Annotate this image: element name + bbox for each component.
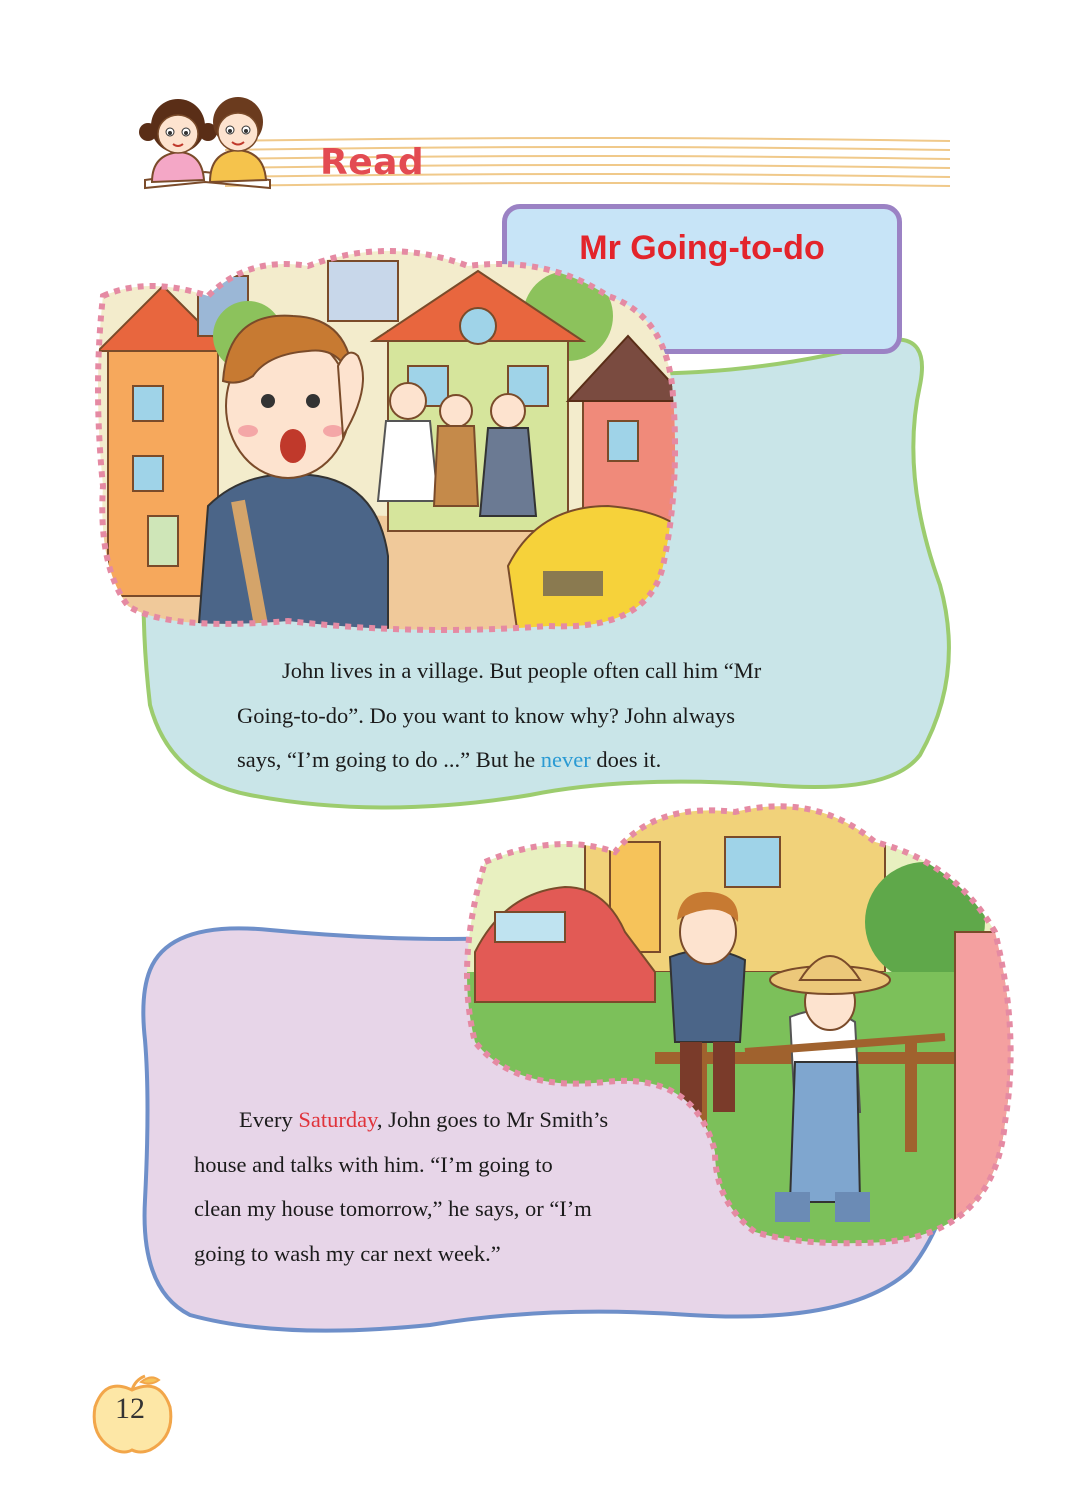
story-paragraph-2: [194, 1098, 714, 1276]
paragraph-1-line-2: Going-to-do”. Do you want to know why? John always: [237, 702, 736, 728]
paragraph-2-line-4: going to wash my car next week.”: [194, 1240, 501, 1266]
paragraph-2-line-3: clean my house tomorrow,” he says, or “I’m: [194, 1196, 592, 1221]
paragraph-2-line-1-text-b: , John goes to Mr Smith’s: [376, 1107, 609, 1132]
village-scene-illustration: [88, 236, 688, 636]
reading-kids-icon: [130, 92, 280, 192]
story-title: Mr Going-to-do: [579, 229, 825, 267]
vocab-highlight-saturday: Saturday: [298, 1107, 377, 1132]
page-number: 12: [115, 1392, 145, 1425]
story-paragraph-1: [237, 649, 857, 783]
paragraph-1-line-1: John lives in a village. But people often call him “Mr: [282, 658, 762, 683]
section-title: Read: [320, 142, 425, 183]
paragraph-2-line-1: [194, 1098, 714, 1143]
paragraph-1-line-3: [237, 738, 857, 783]
vocab-highlight-never: never: [540, 747, 591, 772]
paragraph-2-line-2: house and talks with him. “I’m going to: [194, 1151, 553, 1177]
paragraph-2-line-1-text-a: Every: [239, 1107, 299, 1132]
paragraph-1-line-3-text-a: says, “I’m going to do ...” But he: [237, 747, 541, 772]
paragraph-1-line-3-text-b: does it.: [590, 747, 662, 772]
